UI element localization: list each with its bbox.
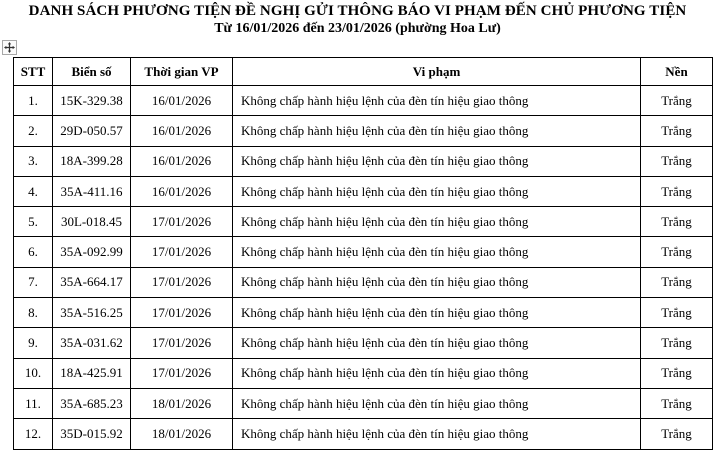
background-cell: Trắng	[641, 237, 713, 267]
violation-cell: Không chấp hành hiệu lệnh của đèn tín hiệu giao thông	[233, 146, 641, 176]
date-cell: 16/01/2026	[131, 146, 233, 176]
date-cell: 17/01/2026	[131, 237, 233, 267]
background-cell: Trắng	[641, 298, 713, 328]
document-subtitle: Từ 16/01/2026 đến 23/01/2026 (phường Hoa Lư)	[214, 21, 501, 36]
stt-cell: 9.	[14, 328, 53, 358]
plate-cell: 18A-399.28	[53, 146, 131, 176]
table-body	[14, 86, 713, 450]
plate-cell: 29D-050.57	[53, 116, 131, 146]
stt-cell: 6.	[14, 237, 53, 267]
violation-cell: Không chấp hành hiệu lệnh của đèn tín hiệu giao thông	[233, 176, 641, 206]
background-cell: Trắng	[641, 388, 713, 418]
plate-cell: 35A-411.16	[53, 176, 131, 206]
violation-cell: Không chấp hành hiệu lệnh của đèn tín hiệu giao thông	[233, 388, 641, 418]
stt-cell: 3.	[14, 146, 53, 176]
violation-cell: Không chấp hành hiệu lệnh của đèn tín hiệu giao thông	[233, 267, 641, 297]
background-cell: Trắng	[641, 328, 713, 358]
stt-cell: 10.	[14, 358, 53, 388]
violation-cell: Không chấp hành hiệu lệnh của đèn tín hiệu giao thông	[233, 358, 641, 388]
table-row	[14, 116, 713, 146]
stt-cell: 11.	[14, 388, 53, 418]
date-cell: 17/01/2026	[131, 207, 233, 237]
column-header-plate: Biển số	[53, 58, 131, 86]
date-cell: 16/01/2026	[131, 176, 233, 206]
plate-cell: 30L-018.45	[53, 207, 131, 237]
column-header-date: Thời gian VP	[131, 58, 233, 86]
date-cell: 17/01/2026	[131, 267, 233, 297]
background-cell: Trắng	[641, 419, 713, 449]
plate-cell: 35D-015.92	[53, 419, 131, 449]
date-cell: 17/01/2026	[131, 298, 233, 328]
table-row	[14, 237, 713, 267]
violation-cell: Không chấp hành hiệu lệnh của đèn tín hiệu giao thông	[233, 298, 641, 328]
date-cell: 18/01/2026	[131, 388, 233, 418]
background-cell: Trắng	[641, 116, 713, 146]
violation-cell: Không chấp hành hiệu lệnh của đèn tín hiệu giao thông	[233, 207, 641, 237]
plate-cell: 18A-425.91	[53, 358, 131, 388]
document-title: DANH SÁCH PHƯƠNG TIỆN ĐỀ NGHỊ GỬI THÔNG BÁO VI PHẠM ĐẾN CHỦ PHƯƠNG TIỆN	[28, 3, 687, 19]
table-row	[14, 267, 713, 297]
stt-cell: 5.	[14, 207, 53, 237]
violation-cell: Không chấp hành hiệu lệnh của đèn tín hiệu giao thông	[233, 86, 641, 116]
column-header-stt: STT	[14, 58, 53, 86]
background-cell: Trắng	[641, 86, 713, 116]
violations-table	[13, 57, 713, 450]
background-cell: Trắng	[641, 176, 713, 206]
background-cell: Trắng	[641, 146, 713, 176]
violation-cell: Không chấp hành hiệu lệnh của đèn tín hiệu giao thông	[233, 419, 641, 449]
table-row	[14, 207, 713, 237]
table-row	[14, 176, 713, 206]
table-header-row	[14, 58, 713, 86]
background-cell: Trắng	[641, 207, 713, 237]
plate-cell: 35A-092.99	[53, 237, 131, 267]
background-cell: Trắng	[641, 267, 713, 297]
plate-cell: 35A-031.62	[53, 328, 131, 358]
violation-cell: Không chấp hành hiệu lệnh của đèn tín hiệu giao thông	[233, 237, 641, 267]
column-header-background: Nền	[641, 58, 713, 86]
stt-cell: 12.	[14, 419, 53, 449]
plate-cell: 35A-516.25	[53, 298, 131, 328]
column-header-violation: Vi phạm	[233, 58, 641, 86]
table-row	[14, 298, 713, 328]
table-row	[14, 358, 713, 388]
background-cell: Trắng	[641, 358, 713, 388]
table-row	[14, 419, 713, 449]
table-row	[14, 86, 713, 116]
date-cell: 17/01/2026	[131, 358, 233, 388]
violation-cell: Không chấp hành hiệu lệnh của đèn tín hiệu giao thông	[233, 116, 641, 146]
table-move-handle[interactable]	[2, 40, 17, 55]
violation-cell: Không chấp hành hiệu lệnh của đèn tín hiệu giao thông	[233, 328, 641, 358]
date-cell: 17/01/2026	[131, 328, 233, 358]
date-cell: 18/01/2026	[131, 419, 233, 449]
table-row	[14, 388, 713, 418]
stt-cell: 1.	[14, 86, 53, 116]
date-cell: 16/01/2026	[131, 116, 233, 146]
date-cell: 16/01/2026	[131, 86, 233, 116]
plate-cell: 35A-664.17	[53, 267, 131, 297]
stt-cell: 8.	[14, 298, 53, 328]
stt-cell: 7.	[14, 267, 53, 297]
plate-cell: 15K-329.38	[53, 86, 131, 116]
move-arrows-icon	[4, 42, 15, 53]
plate-cell: 35A-685.23	[53, 388, 131, 418]
table-row	[14, 146, 713, 176]
table-row	[14, 328, 713, 358]
stt-cell: 2.	[14, 116, 53, 146]
stt-cell: 4.	[14, 176, 53, 206]
